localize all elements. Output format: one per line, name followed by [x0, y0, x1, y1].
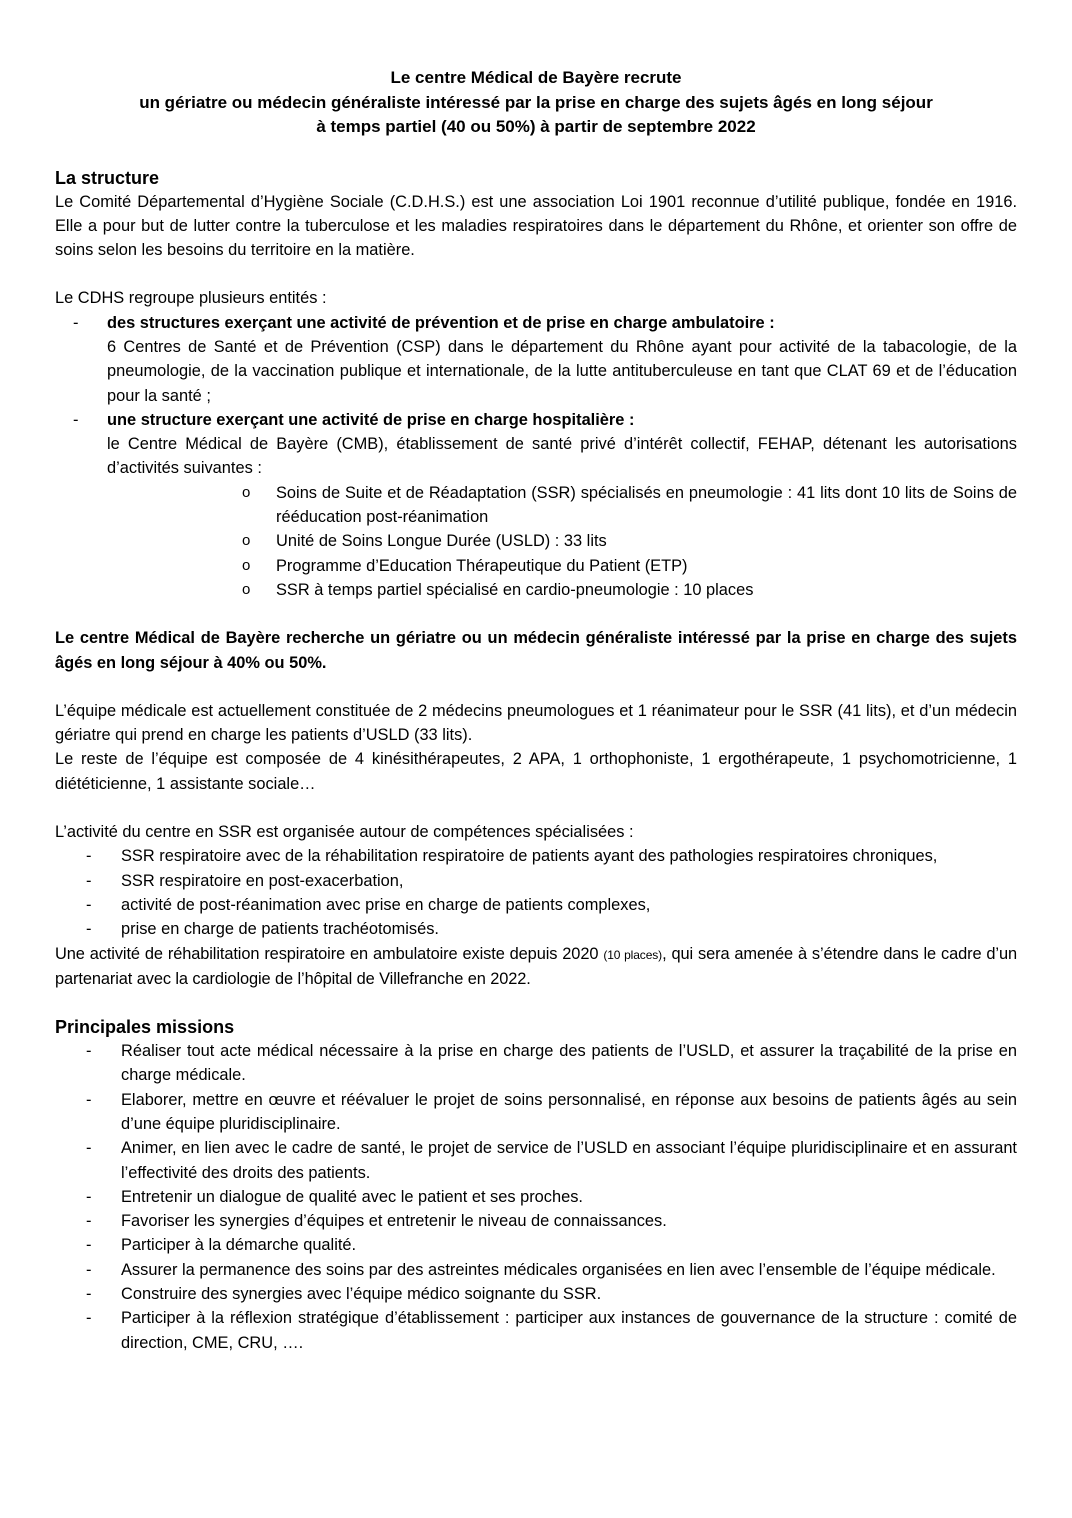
circle-bullet: o — [242, 556, 251, 574]
dash-bullet: - — [86, 920, 92, 939]
dash-bullet: - — [86, 1042, 92, 1061]
title-line-1: Le centre Médical de Bayère recrute — [390, 68, 682, 87]
dash-bullet: - — [86, 1139, 92, 1158]
dash-bullet: - — [73, 313, 79, 332]
missions-list — [55, 1039, 1017, 1355]
document-title — [55, 66, 1017, 140]
mission-item — [55, 1185, 1017, 1209]
team-paragraph-1: L’équipe médicale est actuellement constituée de 2 médecins pneumologues et 1 réanimateur pour le SSR (41 lits), et d’un médecin gériatre qui prend en charge les patients d’USLD (33 lits). — [55, 701, 1017, 745]
dash-bullet: - — [86, 1212, 92, 1231]
entity-text: le Centre Médical de Bayère (CMB), établissement de santé privé d’intérêt collectif, FEHAP, détenant les autorisations d’activités suivantes : — [107, 435, 1017, 478]
authorization-item — [242, 578, 1017, 602]
activity-text: SSR respiratoire avec de la réhabilitation respiratoire de patients ayant des pathologies respiratoires chroniques, — [121, 847, 938, 866]
dash-bullet: - — [86, 847, 92, 866]
mission-item — [55, 1258, 1017, 1282]
structure-intro: Le Comité Départemental d’Hygiène Sociale (C.D.H.S.) est une association Loi 1901 reconnue d’utilité publique, fondée en 1916. Elle a pour but de lutter contre la tuberculose et les maladies respiratoires dans le département du Rhône, et orienter son offre de soins selon les besoins du territoire en la matière. — [55, 192, 1017, 260]
entity-item-hospital — [55, 408, 1017, 481]
entities-list — [55, 311, 1017, 481]
dash-bullet: - — [86, 1236, 92, 1255]
mission-item — [55, 1136, 1017, 1185]
circle-bullet: o — [242, 532, 251, 550]
activity-item — [55, 869, 1017, 893]
activity-outro — [55, 942, 1017, 992]
mission-text: Assurer la permanence des soins par des astreintes médicales organisées en lien avec l’ensemble de l’équipe médicale. — [121, 1260, 996, 1279]
dash-bullet: - — [86, 1090, 92, 1109]
authorization-item — [242, 554, 1017, 578]
activity-intro: L’activité du centre en SSR est organisée autour de compétences spécialisées : — [55, 823, 634, 842]
mission-item — [55, 1282, 1017, 1306]
mission-text: Participer à la réflexion stratégique d’établissement : participer aux instances de gouvernance de la structure : comité de direction, CME, CRU, …. — [121, 1309, 1017, 1352]
mission-text: Animer, en lien avec le cadre de santé, le projet de service de l’USLD en associant l’équipe pluridisciplinaire et en assurant l’effectivité des droits des patients. — [121, 1139, 1017, 1182]
document-page — [55, 66, 1017, 1355]
authorization-item — [242, 529, 1017, 553]
authorization-text: Programme d’Education Thérapeutique du Patient (ETP) — [276, 556, 688, 575]
dash-bullet: - — [86, 895, 92, 914]
mission-text: Elaborer, mettre en œuvre et réévaluer le projet de soins personnalisé, en réponse aux besoins de patients âgés au sein d’une équipe pluridisciplinaire. — [121, 1090, 1017, 1133]
entity-item-prevention — [55, 311, 1017, 408]
activity-text: prise en charge de patients trachéotomisés. — [121, 920, 439, 939]
mission-text: Participer à la démarche qualité. — [121, 1236, 357, 1255]
mission-text: Construire des synergies avec l’équipe médico soignante du SSR. — [121, 1285, 602, 1304]
authorization-text: Soins de Suite et de Réadaptation (SSR) spécialisés en pneumologie : 41 lits dont 10 lits de Soins de rééducation post-réanimation — [276, 483, 1017, 527]
dash-bullet: - — [86, 1187, 92, 1206]
mission-item — [55, 1306, 1017, 1355]
title-line-2: un gériatre ou médecin généraliste intéressé par la prise en charge des sujets âgés en long séjour — [139, 92, 933, 112]
activity-item — [55, 844, 1017, 868]
dash-bullet: - — [86, 1285, 92, 1304]
search-statement: Le centre Médical de Bayère recherche un gériatre ou un médecin généraliste intéressé par la prise en charge des sujets âgés en long séjour à 40% ou 50%. — [55, 629, 1017, 672]
activity-outro-part2: , qui sera amenée à s’étendre dans le cadre d’un partenariat avec la cardiologie de l’hôpital de Villefranche en 2022. — [55, 944, 1018, 988]
activity-item — [55, 893, 1017, 917]
structure-heading: La structure — [55, 167, 160, 188]
mission-item — [55, 1088, 1017, 1137]
mission-text: Entretenir un dialogue de qualité avec le patient et ses proches. — [121, 1187, 583, 1206]
entities-intro: Le CDHS regroupe plusieurs entités : — [55, 289, 327, 308]
activity-outro-part1: Une activité de réhabilitation respiratoire en ambulatoire existe depuis 2020 — [55, 944, 604, 963]
dash-bullet: - — [73, 410, 79, 429]
missions-heading: Principales missions — [55, 1017, 235, 1038]
circle-bullet: o — [242, 483, 251, 501]
team-paragraph-2: Le reste de l’équipe est composée de 4 kinésithérapeutes, 2 APA, 1 orthophoniste, 1 ergothérapeute, 1 psychomotricienne, 1 diététicienne, 1 assistante sociale… — [55, 750, 1017, 793]
activity-text: activité de post-réanimation avec prise en charge de patients complexes, — [121, 895, 651, 914]
mission-item — [55, 1233, 1017, 1257]
mission-text: Réaliser tout acte médical nécessaire à la prise en charge des patients de l’USLD, et assurer la traçabilité de la prise en charge médicale. — [121, 1042, 1017, 1085]
activity-item — [55, 917, 1017, 941]
dash-bullet: - — [86, 871, 92, 890]
entity-text: 6 Centres de Santé et de Prévention (CSP) dans le département du Rhône ayant pour activité de la tabacologie, de la pneumologie, de la vaccination publique et internationale, de la lutte antituberculeuse en tant que CLAT 69 et de l’éducation pour la santé ; — [107, 337, 1017, 405]
entity-title: des structures exerçant une activité de prévention et de prise en charge ambulatoire : — [107, 313, 775, 332]
dash-bullet: - — [86, 1260, 92, 1279]
authorization-text: Unité de Soins Longue Durée (USLD) : 33 lits — [276, 532, 607, 551]
mission-item — [55, 1209, 1017, 1233]
mission-text: Favoriser les synergies d’équipes et entretenir le niveau de connaissances. — [121, 1212, 667, 1231]
dash-bullet: - — [86, 1309, 92, 1328]
entity-title: une structure exerçant une activité de prise en charge hospitalière : — [107, 410, 635, 429]
authorization-item — [242, 481, 1017, 530]
authorizations-list — [55, 481, 1017, 602]
circle-bullet: o — [242, 580, 251, 598]
mission-item — [55, 1039, 1017, 1088]
activity-outro-small: (10 places) — [603, 947, 663, 962]
activity-list — [55, 844, 1017, 941]
activity-text: SSR respiratoire en post-exacerbation, — [121, 871, 404, 890]
authorization-text: SSR à temps partiel spécialisé en cardio-pneumologie : 10 places — [276, 580, 754, 599]
title-line-3: à temps partiel (40 ou 50%) à partir de septembre 2022 — [316, 117, 756, 136]
